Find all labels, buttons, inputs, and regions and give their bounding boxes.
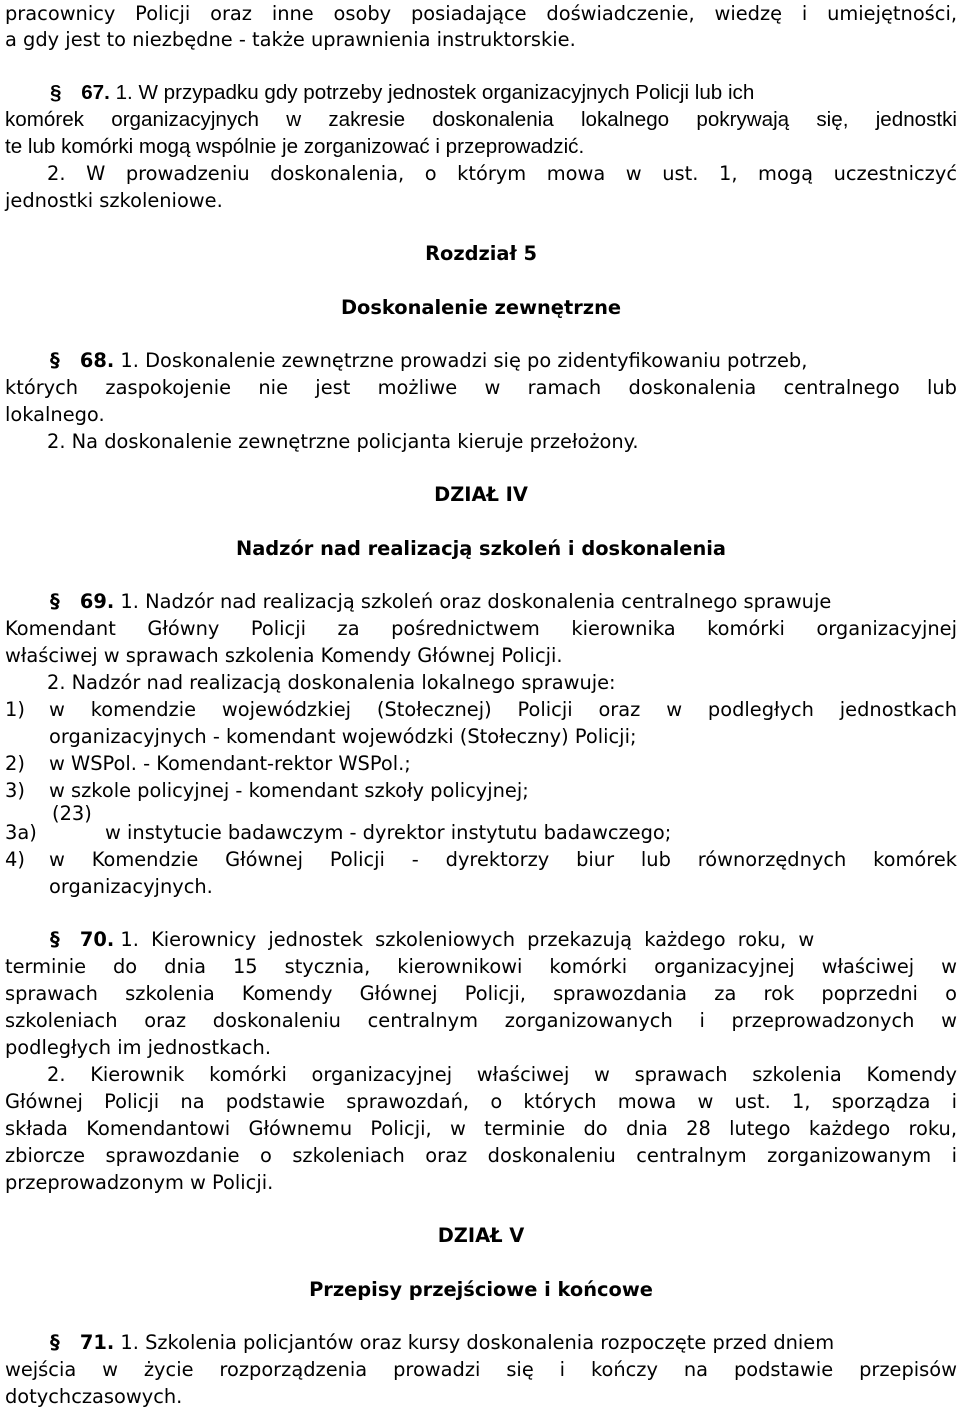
paragraph-number: 69. xyxy=(79,590,115,613)
paragraph-number: 71. xyxy=(79,1331,115,1354)
text-line: dotychczasowych. xyxy=(5,1385,183,1408)
section-sign: § xyxy=(50,1331,60,1354)
text-line: 2. Na doskonalenie zewnętrzne policjanta kieruje przełożony. xyxy=(47,430,639,453)
paragraph-71-line-1: § 71. 1. Szkolenia policjantów oraz kursy doskonalenia rozpoczęte przed dniem xyxy=(50,1331,835,1354)
paragraph-number: 70. xyxy=(79,928,115,951)
paragraph-69-line-1: § 69. 1. Nadzór nad realizacją szkoleń oraz doskonalenia centralnego sprawuje xyxy=(50,590,832,613)
text-line: terminie do dnia 15 stycznia, kierownikowi komórki organizacyjnej właściwej w xyxy=(5,955,957,978)
paragraph-67-line-1: § 67. 1. W przypadku gdy potrzeby jednostek organizacyjnych Policji lub ich xyxy=(50,81,755,104)
section-sign: § xyxy=(50,81,62,104)
division-subtitle: Nadzór nad realizacją szkoleń i doskonalenia xyxy=(235,537,726,560)
text-line: przeprowadzonym w Policji. xyxy=(5,1171,274,1194)
document-page: pracownicy Policji oraz inne osoby posiadające doświadczenie, wiedzę i umiejętności, a gdy jest to niezbędne - także uprawnienia instruktorskie. § 67. 1. W przypadku gdy potrzeby jednostek organizacyjnych Policji lub ich komórek organizacyjnych w zakresie doskonalenia lokalnego pokrywają się, jednostki te lub komórki mogą wspólnie je zorganizować i przeprowadzić. 2. W prowadzeniu doskonalenia, o którym mowa w ust. 1, mogą uczestniczyć jednostki szkoleniowe. Rozdział 5 Doskonalenie zewnętrzne § 68. 1. Doskonalenie zewnętrzne prowadzi się po zidentyfikowaniu potrzeb, których zaspokojenie nie jest możliwe w ramach doskonalenia centralnego lub lokalnego. 2. Na doskonalenie zewnętrzne policjanta kieruje przełożony. DZIAŁ IV Nadzór nad realizacją szkoleń i doskonalenia § 69. 1. Nadzór nad realizacją szkoleń oraz doskonalenia centralnego sprawuje Komendant Główny Policji za pośrednictwem kierownika komórki organizacyjnej właściwej w sprawach szkolenia Komendy Głównej Policji. 2. Nadzór nad realizacją doskonalenia lokalnego sprawuje: 1) w komendzie wojewódzkiej (Stołecznej) Policji oraz w podległych jednostkach organizacyjnych - komendant wojewódzki (Stołeczny) Policji; 2) w WSPol. - Komendant-rektor WSPol.; 3) w szkole policyjnej - komendant szkoły policyjnej; 3a) (23) w instytucie badawczym - dyrektor instytutu badawczego; 4) w Komendzie Głównej Policji - dyrektorzy biur lub równorzędnych komórek organizacyjnych. § 70. 1. Kierownicy jednostek szkoleniowych przekazują każdego roku, w terminie do dnia 15 stycznia, kierownikowi komórki organizacyjnej właściwej w sprawach szkolenia Komendy Głównej Policji, sprawozdania za rok poprzedni o szkoleniach oraz doskonaleniu centralnym zorganizowanych i przeprowadzonych w podległych im jednostkach. 2. Kierownik komórki organizacyjnej właściwej w sprawach szkolenia Komendy Głównej Policji na podstawie sprawozdań, o których mowa w ust. 1, sporządza i składa Komendantowi Głównemu Policji, w terminie do dnia 28 lutego każdego roku, zbiorcze sprawozdanie o szkoleniach oraz doskonaleniu centralnym zorganizowanym i przeprowadzonym w Policji. DZIAŁ V Przepisy przejściowe i końcowe § 71. 1. Szkolenia policjantów oraz kursy doskonalenia rozpoczęte przed dniem wejścia w życie rozporządzenia prowadzi się i kończy na podstawie przepisów dotychczasowych. xyxy=(0,0,960,1410)
text-line: pracownicy Policji oraz inne osoby posiadające doświadczenie, wiedzę i umiejętności, xyxy=(5,2,957,25)
division-title: DZIAŁ V xyxy=(437,1224,525,1247)
text-line: szkoleniach oraz doskonaleniu centralnym zorganizowanych i przeprowadzonych w xyxy=(5,1009,957,1032)
paragraph-number: 67. xyxy=(81,81,110,104)
chapter-title: Rozdział 5 xyxy=(425,242,537,265)
paragraph-68-line-1: § 68. 1. Doskonalenie zewnętrzne prowadzi się po zidentyfikowaniu potrzeb, xyxy=(50,349,808,372)
text-line: lokalnego. xyxy=(5,403,105,426)
list-item-number: 3) xyxy=(5,779,25,802)
text-line: Głównej Policji na podstawie sprawozdań, o których mowa w ust. 1, sporządza i xyxy=(5,1090,957,1113)
paragraph-number: 68. xyxy=(79,349,115,372)
text-line: zbiorcze sprawozdanie o szkoleniach oraz doskonaleniu centralnym zorganizowanym i xyxy=(5,1144,957,1167)
list-item-number: 3a) xyxy=(5,821,37,844)
text-line: Komendant Główny Policji za pośrednictwem kierownika komórki organizacyjnej xyxy=(5,617,957,640)
text-line: składa Komendantowi Głównemu Policji, w terminie do dnia 28 lutego każdego roku, xyxy=(5,1117,957,1140)
text-line: 2. W prowadzeniu doskonalenia, o którym mowa w ust. 1, mogą uczestniczyć xyxy=(47,162,957,185)
text-line: komórek organizacyjnych w zakresie doskonalenia lokalnego pokrywają się, jednostki xyxy=(5,108,957,131)
text-line: których zaspokojenie nie jest możliwe w ramach doskonalenia centralnego lub xyxy=(5,376,957,399)
text-line: te lub komórki mogą wspólnie je zorganizować i przeprowadzić. xyxy=(5,135,585,158)
section-sign: § xyxy=(50,928,60,951)
paragraph-70-line-1: § 70. 1. Kierownicy jednostek szkoleniowych przekazują każdego roku, w xyxy=(50,928,815,951)
text-line: właściwej w sprawach szkolenia Komendy Głównej Policji. xyxy=(5,644,563,667)
list-item-number: 2) xyxy=(5,752,25,775)
text-line: 2. Nadzór nad realizacją doskonalenia lokalnego sprawuje: xyxy=(47,671,616,694)
text-line: jednostki szkoleniowe. xyxy=(5,189,223,212)
list-item-number: 1) xyxy=(5,698,25,721)
division-title: DZIAŁ IV xyxy=(434,483,528,506)
text-line: 2. Kierownik komórki organizacyjnej właściwej w sprawach szkolenia Komendy xyxy=(47,1063,957,1086)
text-line: a gdy jest to niezbędne - także uprawnienia instruktorskie. xyxy=(5,28,576,51)
text-line: wejścia w życie rozporządzenia prowadzi się i kończy na podstawie przepisów xyxy=(5,1358,957,1381)
chapter-subtitle: Doskonalenie zewnętrzne xyxy=(340,296,622,319)
text-line: podległych im jednostkach. xyxy=(5,1036,272,1059)
section-sign: § xyxy=(50,590,60,613)
footnote-reference: (23) xyxy=(52,802,92,825)
division-subtitle: Przepisy przejściowe i końcowe xyxy=(309,1278,653,1301)
text-line: sprawach szkolenia Komendy Głównej Policji, sprawozdania za rok poprzedni o xyxy=(5,982,957,1005)
list-item-number: 4) xyxy=(5,848,25,871)
section-sign: § xyxy=(50,349,60,372)
